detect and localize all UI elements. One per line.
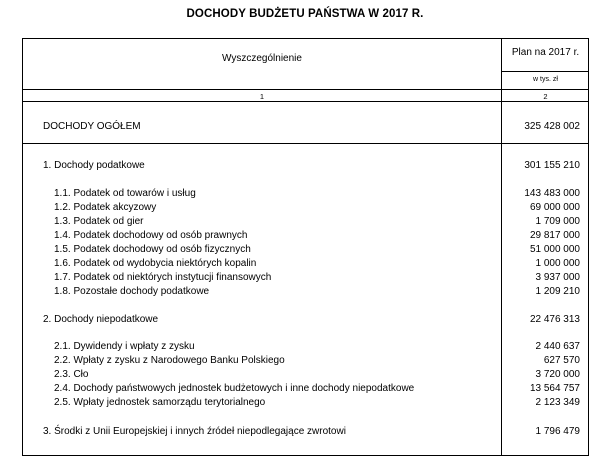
table-row-value: 3 720 000: [535, 369, 580, 380]
table-row-label: 2.1. Dywidendy i wpłaty z zysku: [54, 341, 195, 352]
column-header-plan: Plan na 2017 r.: [511, 47, 580, 58]
table-row-value: 51 000 000: [529, 244, 580, 255]
table-row-value: 13 564 757: [529, 383, 580, 394]
table-row-value: 2 123 349: [535, 397, 580, 408]
unit-label: w tys. zł: [533, 76, 558, 83]
table-row-value: 29 817 000: [529, 230, 580, 241]
column-header-description: Wyszczególnienie: [222, 53, 302, 64]
section-label: 3. Środki z Unii Europejskiej i innych źródeł niepodlegające zwrotowi: [43, 426, 346, 437]
table-row-value: 3 937 000: [535, 272, 580, 283]
budget-table: [22, 38, 589, 456]
table-row-label: 1.5. Podatek dochodowy od osób fizycznych: [54, 244, 251, 255]
table-row-label: 1.2. Podatek akcyzowy: [54, 202, 157, 213]
table-row-label: 1.3. Podatek od gier: [54, 216, 144, 227]
table-row-label: 1.7. Podatek od niektórych instytucji finansowych: [54, 272, 272, 283]
table-row-value: 2 440 637: [535, 341, 580, 352]
table-row-value: 1 709 000: [535, 216, 580, 227]
table-row-label: 2.5. Wpłaty jednostek samorządu terytorialnego: [54, 397, 266, 408]
table-row-value: 1 209 210: [535, 286, 580, 297]
header-bottom-line: [23, 89, 588, 90]
total-bottom-line: [23, 143, 588, 144]
table-row-label: 2.2. Wpłaty z zysku z Narodowego Banku Polskiego: [54, 355, 285, 366]
table-row-value: 627 570: [543, 355, 580, 366]
section-value: 301 155 210: [524, 160, 580, 171]
table-row-label: 1.6. Podatek od wydobycia niektórych kopalin: [54, 258, 257, 269]
table-row-value: 143 483 000: [524, 188, 580, 199]
table-row-label: 1.1. Podatek od towarów i usług: [54, 188, 196, 199]
section-label: 2. Dochody niepodatkowe: [43, 314, 159, 325]
section-value: 22 476 313: [529, 314, 580, 325]
section-value: 1 796 479: [535, 426, 580, 437]
table-row-label: 2.3. Cło: [54, 369, 89, 380]
column-number-2: 2: [543, 92, 548, 101]
page-title: DOCHODY BUDŻETU PAŃSTWA W 2017 R.: [186, 8, 424, 20]
column-number-1: 1: [259, 92, 265, 101]
header-divider: [501, 71, 588, 72]
column-numbers-bottom-line: [23, 101, 588, 102]
total-value: 325 428 002: [524, 121, 580, 132]
table-row-label: 2.4. Dochody państwowych jednostek budżetowych i inne dochody niepodatkowe: [54, 383, 415, 394]
section-label: 1. Dochody podatkowe: [43, 160, 145, 171]
table-row-label: 1.4. Podatek dochodowy od osób prawnych: [54, 230, 248, 241]
table-row-value: 1 000 000: [535, 258, 580, 269]
total-label: DOCHODY OGÓŁEM: [43, 121, 141, 132]
table-row-value: 69 000 000: [529, 202, 580, 213]
table-row-label: 1.8. Pozostałe dochody podatkowe: [54, 286, 210, 297]
